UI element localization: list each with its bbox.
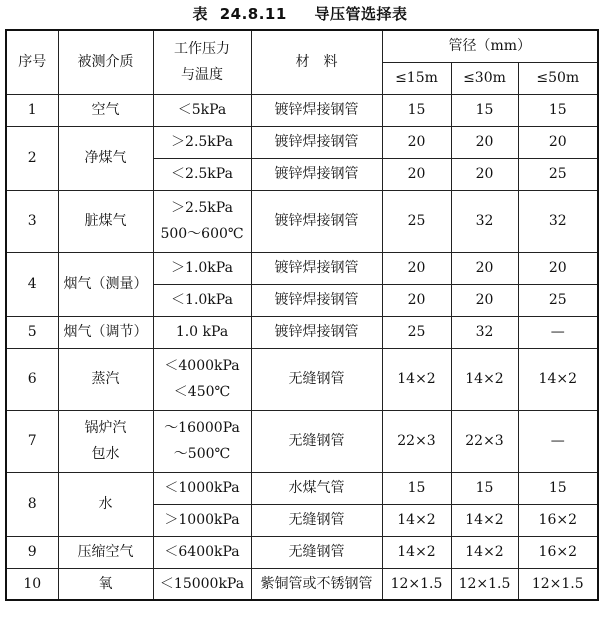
cell-pressure [153, 410, 251, 472]
selection-table [5, 29, 599, 601]
table-row [6, 126, 598, 158]
cell-d15: 25 [382, 190, 451, 252]
cell-d15: 20 [382, 126, 451, 158]
header-pressure-line1: 工作压力 [174, 41, 230, 58]
cell-pressure-line2: 500～600℃ [160, 226, 244, 242]
cell-d15: 20 [382, 158, 451, 190]
cell-d15: 22×3 [382, 410, 451, 472]
cell-pressure: ＞1000kPa [153, 504, 251, 536]
header-d50: ≤50m [518, 62, 598, 94]
cell-d30: 32 [451, 316, 518, 348]
cell-material: 无缝钢管 [251, 504, 382, 536]
cell-d50: 20 [518, 126, 598, 158]
header-diameter: 管径（mm） [382, 30, 598, 62]
table-row [6, 536, 598, 568]
cell-d30: 32 [451, 190, 518, 252]
header-material: 材 料 [251, 30, 382, 94]
cell-material: 镀锌焊接钢管 [251, 126, 382, 158]
header-seq: 序号 [6, 30, 58, 94]
table-row [6, 252, 598, 284]
cell-medium: 水 [58, 472, 153, 536]
cell-d15: 15 [382, 472, 451, 504]
cell-material: 无缝钢管 [251, 348, 382, 410]
cell-d30: 20 [451, 126, 518, 158]
cell-d15: 20 [382, 284, 451, 316]
table-row [6, 348, 598, 410]
cell-seq: 8 [6, 472, 58, 536]
cell-d30: 20 [451, 284, 518, 316]
cell-seq: 3 [6, 190, 58, 252]
cell-pressure: ＜1000kPa [153, 472, 251, 504]
cell-d30: 12×1.5 [451, 568, 518, 600]
title-prefix: 表 [192, 5, 208, 23]
table-title [0, 3, 600, 27]
cell-pressure-line2: ＜450℃ [173, 384, 231, 400]
cell-pressure [153, 190, 251, 252]
cell-d50: 15 [518, 472, 598, 504]
cell-d30: 20 [451, 158, 518, 190]
cell-medium: 蒸汽 [58, 348, 153, 410]
header-pressure [153, 30, 251, 94]
cell-material: 镀锌焊接钢管 [251, 252, 382, 284]
cell-material: 镀锌焊接钢管 [251, 316, 382, 348]
cell-material: 水煤气管 [251, 472, 382, 504]
cell-seq: 6 [6, 348, 58, 410]
cell-pressure: ＜2.5kPa [153, 158, 251, 190]
cell-pressure: ＜1.0kPa [153, 284, 251, 316]
cell-medium: 烟气（测量） [58, 252, 153, 316]
cell-d50: 32 [518, 190, 598, 252]
cell-medium [58, 410, 153, 472]
cell-pressure [153, 348, 251, 410]
cell-pressure-line1: ＜4000kPa [164, 358, 240, 374]
table-row [6, 316, 598, 348]
cell-medium: 脏煤气 [58, 190, 153, 252]
cell-medium: 烟气（调节） [58, 316, 153, 348]
cell-d50: 25 [518, 284, 598, 316]
header-d15: ≤15m [382, 62, 451, 94]
header-medium: 被测介质 [58, 30, 153, 94]
cell-d30: 14×2 [451, 348, 518, 410]
cell-d50: 20 [518, 252, 598, 284]
cell-medium: 净煤气 [58, 126, 153, 190]
table-row [6, 410, 598, 472]
cell-d30: 15 [451, 94, 518, 126]
cell-d15: 15 [382, 94, 451, 126]
cell-d50: 25 [518, 158, 598, 190]
cell-seq: 1 [6, 94, 58, 126]
cell-seq: 9 [6, 536, 58, 568]
cell-pressure: ＜5kPa [153, 94, 251, 126]
cell-material: 紫铜管或不锈钢管 [251, 568, 382, 600]
cell-pressure: ＜6400kPa [153, 536, 251, 568]
header-d30: ≤30m [451, 62, 518, 94]
table-row [6, 472, 598, 504]
table-row [6, 190, 598, 252]
cell-d50: — [518, 316, 598, 348]
cell-seq: 7 [6, 410, 58, 472]
cell-pressure-line1: ～16000Pa [164, 420, 240, 436]
cell-d30: 14×2 [451, 536, 518, 568]
cell-material: 无缝钢管 [251, 410, 382, 472]
cell-material: 镀锌焊接钢管 [251, 284, 382, 316]
cell-medium-line2: 包水 [91, 446, 120, 462]
table-row [6, 568, 598, 600]
cell-d15: 12×1.5 [382, 568, 451, 600]
cell-pressure-line1: ＞2.5kPa [171, 200, 233, 216]
cell-pressure: ＞2.5kPa [153, 126, 251, 158]
cell-seq: 2 [6, 126, 58, 190]
cell-d50: 14×2 [518, 348, 598, 410]
cell-d15: 20 [382, 252, 451, 284]
cell-d50: — [518, 410, 598, 472]
cell-seq: 5 [6, 316, 58, 348]
cell-material: 镀锌焊接钢管 [251, 190, 382, 252]
cell-medium-line1: 锅炉汽 [84, 420, 127, 436]
cell-d30: 22×3 [451, 410, 518, 472]
cell-seq: 4 [6, 252, 58, 316]
cell-d15: 25 [382, 316, 451, 348]
cell-pressure-line2: ～500℃ [173, 446, 231, 462]
cell-pressure: ＜15000kPa [153, 568, 251, 600]
cell-material: 无缝钢管 [251, 536, 382, 568]
title-text: 导压管选择表 [314, 5, 408, 23]
cell-seq: 10 [6, 568, 58, 600]
cell-pressure: 1.0 kPa [153, 316, 251, 348]
cell-d15: 14×2 [382, 348, 451, 410]
cell-d50: 16×2 [518, 504, 598, 536]
cell-pressure: ＞1.0kPa [153, 252, 251, 284]
cell-medium: 氧 [58, 568, 153, 600]
table-row [6, 94, 598, 126]
header-pressure-line2: 与温度 [181, 67, 223, 84]
cell-medium: 空气 [58, 94, 153, 126]
cell-medium: 压缩空气 [58, 536, 153, 568]
cell-d30: 20 [451, 252, 518, 284]
title-number: 24.8.11 [219, 5, 287, 23]
cell-d15: 14×2 [382, 504, 451, 536]
cell-d15: 14×2 [382, 536, 451, 568]
cell-d50: 12×1.5 [518, 568, 598, 600]
cell-material: 镀锌焊接钢管 [251, 94, 382, 126]
cell-material: 镀锌焊接钢管 [251, 158, 382, 190]
cell-d50: 16×2 [518, 536, 598, 568]
cell-d30: 15 [451, 472, 518, 504]
cell-d30: 14×2 [451, 504, 518, 536]
cell-d50: 15 [518, 94, 598, 126]
